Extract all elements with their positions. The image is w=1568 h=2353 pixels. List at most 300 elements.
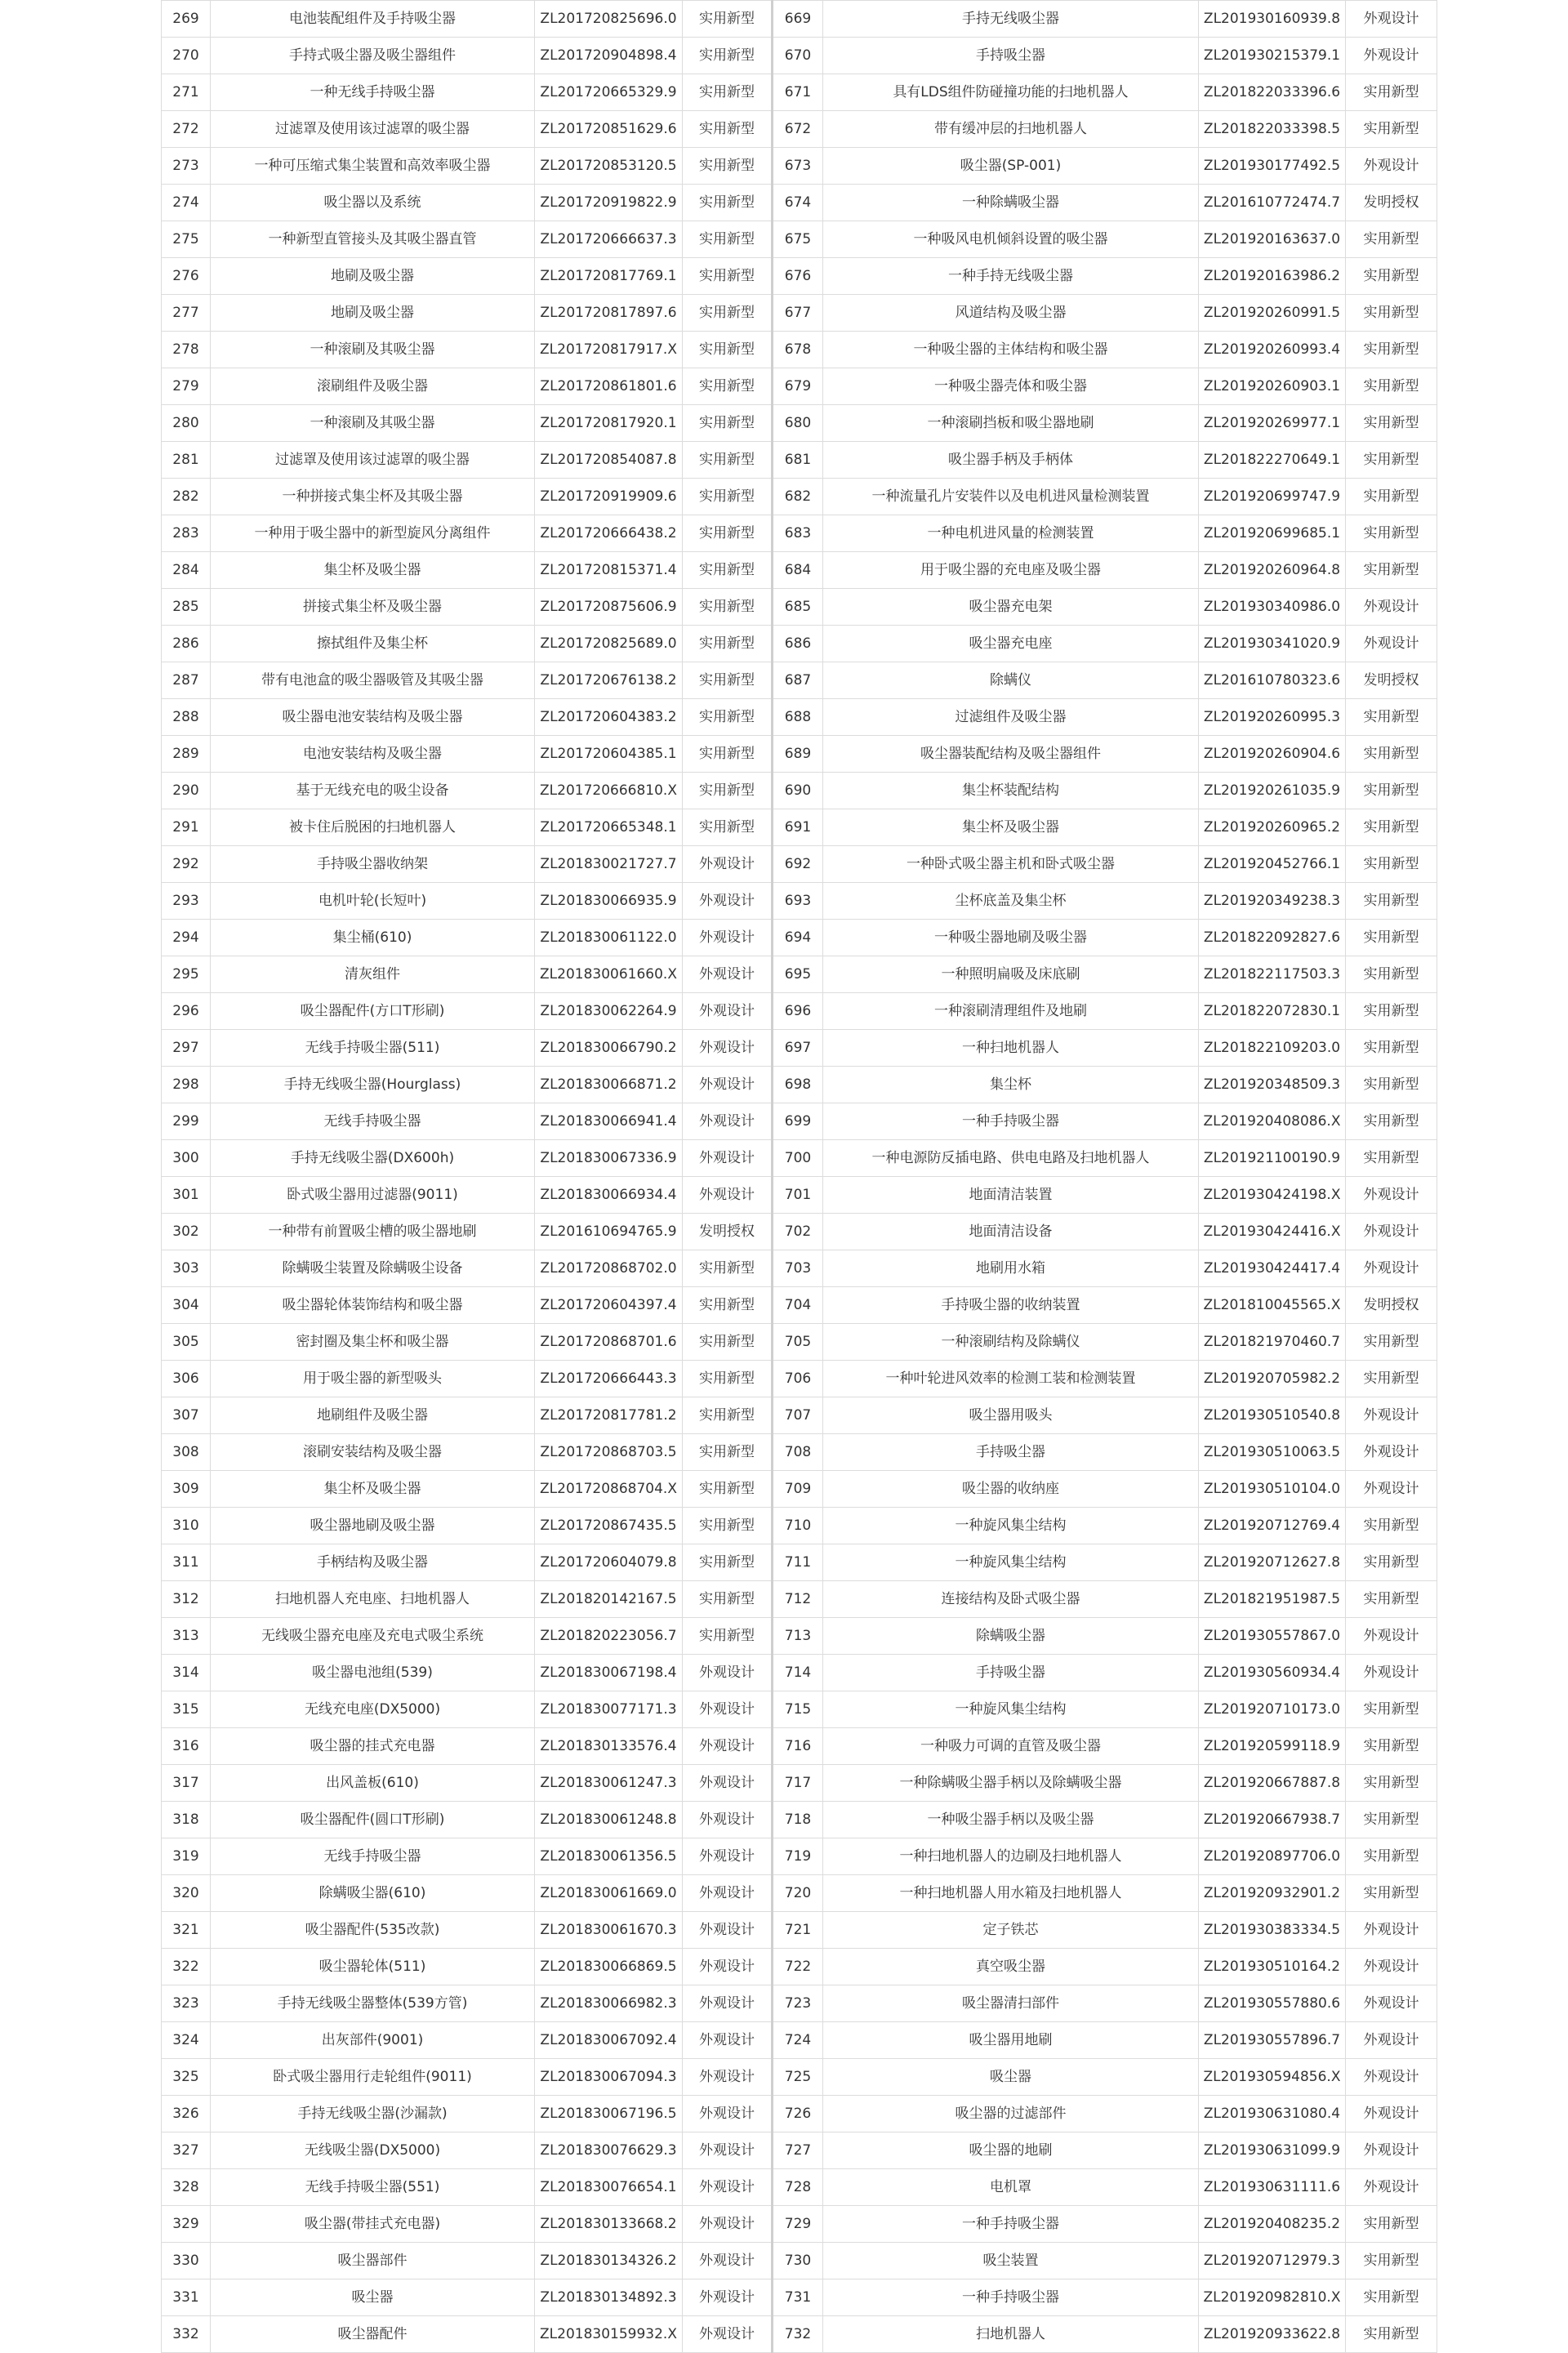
patent-type-cell: 实用新型 <box>1346 1581 1437 1618</box>
patent-name-cell: 出风盖板(610) <box>211 1765 535 1802</box>
patent-name-cell: 一种用于吸尘器中的新型旋风分离组件 <box>211 515 535 552</box>
patent-type-cell: 实用新型 <box>683 1397 773 1434</box>
patent-type-cell: 实用新型 <box>1346 846 1437 883</box>
patent-type-cell: 实用新型 <box>683 405 773 442</box>
row-number-cell: 715 <box>773 1691 823 1728</box>
row-number-cell: 301 <box>162 1177 211 1214</box>
patent-type-cell: 外观设计 <box>683 1103 773 1140</box>
row-number-cell: 320 <box>162 1875 211 1912</box>
patent-type-cell: 实用新型 <box>1346 1361 1437 1397</box>
table-row <box>162 2022 1437 2059</box>
table-row <box>162 662 1437 699</box>
patent-number-cell: ZL201610772474.7 <box>1199 185 1346 221</box>
patent-name-cell: 吸尘器以及系统 <box>211 185 535 221</box>
patent-name-cell: 电机叶轮(长短叶) <box>211 883 535 920</box>
patent-number-cell: ZL201720861801.6 <box>535 368 683 405</box>
patent-type-cell: 实用新型 <box>683 1508 773 1544</box>
patent-type-cell: 外观设计 <box>683 1765 773 1802</box>
patent-number-cell: ZL201720666637.3 <box>535 221 683 258</box>
patent-type-cell: 外观设计 <box>1346 1397 1437 1434</box>
patent-name-cell: 吸尘器的地刷 <box>823 2132 1199 2169</box>
row-number-cell: 727 <box>773 2132 823 2169</box>
row-number-cell: 696 <box>773 993 823 1030</box>
patent-type-cell: 外观设计 <box>1346 1985 1437 2022</box>
patent-number-cell: ZL201822092827.6 <box>1199 920 1346 956</box>
row-number-cell: 728 <box>773 2169 823 2206</box>
patent-type-cell: 外观设计 <box>683 2059 773 2096</box>
patent-name-cell: 吸尘装置 <box>823 2243 1199 2279</box>
patent-type-cell: 外观设计 <box>1346 1434 1437 1471</box>
patent-name-cell: 连接结构及卧式吸尘器 <box>823 1581 1199 1618</box>
patent-type-cell: 外观设计 <box>683 2316 773 2353</box>
patent-name-cell: 手持式吸尘器及吸尘器组件 <box>211 38 535 74</box>
patent-name-cell: 密封圈及集尘杯和吸尘器 <box>211 1324 535 1361</box>
row-number-cell: 315 <box>162 1691 211 1728</box>
patent-name-cell: 清灰组件 <box>211 956 535 993</box>
row-number-cell: 688 <box>773 699 823 736</box>
row-number-cell: 680 <box>773 405 823 442</box>
table-row <box>162 1875 1437 1912</box>
patent-name-cell: 用于吸尘器的新型吸头 <box>211 1361 535 1397</box>
patent-number-cell: ZL201920260991.5 <box>1199 295 1346 332</box>
row-number-cell: 305 <box>162 1324 211 1361</box>
patent-type-cell: 实用新型 <box>1346 1875 1437 1912</box>
patent-number-cell: ZL201720825696.0 <box>535 1 683 38</box>
patent-table <box>161 0 1437 2353</box>
table-row <box>162 1140 1437 1177</box>
patent-number-cell: ZL201830061248.8 <box>535 1802 683 1838</box>
patent-number-cell: ZL201720817920.1 <box>535 405 683 442</box>
patent-number-cell: ZL201920260965.2 <box>1199 809 1346 846</box>
row-number-cell: 287 <box>162 662 211 699</box>
patent-number-cell: ZL201830067094.3 <box>535 2059 683 2096</box>
patent-name-cell: 无线吸尘器(DX5000) <box>211 2132 535 2169</box>
patent-number-cell: ZL201830061122.0 <box>535 920 683 956</box>
patent-type-cell: 外观设计 <box>1346 626 1437 662</box>
row-number-cell: 670 <box>773 38 823 74</box>
row-number-cell: 686 <box>773 626 823 662</box>
patent-type-cell: 外观设计 <box>1346 589 1437 626</box>
patent-type-cell: 外观设计 <box>1346 148 1437 185</box>
patent-type-cell: 实用新型 <box>1346 515 1437 552</box>
row-number-cell: 317 <box>162 1765 211 1802</box>
row-number-cell: 313 <box>162 1618 211 1655</box>
patent-name-cell: 出灰部件(9001) <box>211 2022 535 2059</box>
row-number-cell: 684 <box>773 552 823 589</box>
row-number-cell: 731 <box>773 2279 823 2316</box>
patent-name-cell: 扫地机器人充电座、扫地机器人 <box>211 1581 535 1618</box>
patent-number-cell: ZL201720868703.5 <box>535 1434 683 1471</box>
table-row <box>162 2206 1437 2243</box>
patent-number-cell: ZL201720867435.5 <box>535 1508 683 1544</box>
table-row <box>162 38 1437 74</box>
row-number-cell: 294 <box>162 920 211 956</box>
row-number-cell: 274 <box>162 185 211 221</box>
patent-number-cell: ZL201822270649.1 <box>1199 442 1346 479</box>
patent-number-cell: ZL201930631099.9 <box>1199 2132 1346 2169</box>
patent-name-cell: 一种旋风集尘结构 <box>823 1691 1199 1728</box>
patent-type-cell: 外观设计 <box>683 2096 773 2132</box>
patent-name-cell: 一种扫地机器人用水箱及扫地机器人 <box>823 1875 1199 1912</box>
table-row <box>162 626 1437 662</box>
row-number-cell: 672 <box>773 111 823 148</box>
patent-number-cell: ZL201720817781.2 <box>535 1397 683 1434</box>
patent-name-cell: 无线手持吸尘器(551) <box>211 2169 535 2206</box>
patent-type-cell: 实用新型 <box>683 368 773 405</box>
patent-name-cell: 手持无线吸尘器(Hourglass) <box>211 1067 535 1103</box>
patent-number-cell: ZL201720817769.1 <box>535 258 683 295</box>
patent-name-cell: 无线手持吸尘器 <box>211 1838 535 1875</box>
patent-name-cell: 手持无线吸尘器(DX600h) <box>211 1140 535 1177</box>
row-number-cell: 724 <box>773 2022 823 2059</box>
patent-number-cell: ZL201920260904.6 <box>1199 736 1346 773</box>
patent-number-cell: ZL201720854087.8 <box>535 442 683 479</box>
patent-name-cell: 一种吸尘器的主体结构和吸尘器 <box>823 332 1199 368</box>
patent-number-cell: ZL201920699747.9 <box>1199 479 1346 515</box>
table-row <box>162 699 1437 736</box>
patent-number-cell: ZL201921100190.9 <box>1199 1140 1346 1177</box>
patent-name-cell: 手持无线吸尘器整体(539方管) <box>211 1985 535 2022</box>
table-row <box>162 773 1437 809</box>
patent-number-cell: ZL201830062264.9 <box>535 993 683 1030</box>
patent-number-cell: ZL201720817897.6 <box>535 295 683 332</box>
patent-number-cell: ZL201820142167.5 <box>535 1581 683 1618</box>
patent-type-cell: 外观设计 <box>683 1177 773 1214</box>
row-number-cell: 711 <box>773 1544 823 1581</box>
table-row <box>162 1361 1437 1397</box>
row-number-cell: 309 <box>162 1471 211 1508</box>
table-row <box>162 2169 1437 2206</box>
patent-type-cell: 实用新型 <box>683 736 773 773</box>
row-number-cell: 279 <box>162 368 211 405</box>
table-row <box>162 221 1437 258</box>
patent-number-cell: ZL201720868704.X <box>535 1471 683 1508</box>
patent-type-cell: 实用新型 <box>1346 1838 1437 1875</box>
patent-name-cell: 吸尘器的过滤部件 <box>823 2096 1199 2132</box>
patent-name-cell: 手持吸尘器的收纳装置 <box>823 1287 1199 1324</box>
patent-number-cell: ZL201920932901.2 <box>1199 1875 1346 1912</box>
patent-name-cell: 一种除螨吸尘器 <box>823 185 1199 221</box>
patent-type-cell: 外观设计 <box>1346 1 1437 38</box>
patent-type-cell: 外观设计 <box>683 1655 773 1691</box>
patent-number-cell: ZL201720875606.9 <box>535 589 683 626</box>
row-number-cell: 330 <box>162 2243 211 2279</box>
row-number-cell: 725 <box>773 2059 823 2096</box>
patent-number-cell: ZL201930424416.X <box>1199 1214 1346 1250</box>
patent-type-cell: 实用新型 <box>683 773 773 809</box>
table-row <box>162 1324 1437 1361</box>
row-number-cell: 719 <box>773 1838 823 1875</box>
patent-number-cell: ZL201720604079.8 <box>535 1544 683 1581</box>
patent-type-cell: 实用新型 <box>1346 442 1437 479</box>
patent-name-cell: 一种除螨吸尘器手柄以及除螨吸尘器 <box>823 1765 1199 1802</box>
patent-number-cell: ZL201920408086.X <box>1199 1103 1346 1140</box>
patent-type-cell: 发明授权 <box>1346 662 1437 699</box>
patent-type-cell: 外观设计 <box>683 993 773 1030</box>
row-number-cell: 329 <box>162 2206 211 2243</box>
row-number-cell: 316 <box>162 1728 211 1765</box>
row-number-cell: 312 <box>162 1581 211 1618</box>
table-row <box>162 1728 1437 1765</box>
patent-number-cell: ZL201930594856.X <box>1199 2059 1346 2096</box>
patent-number-cell: ZL201820223056.7 <box>535 1618 683 1655</box>
patent-number-cell: ZL201920705982.2 <box>1199 1361 1346 1397</box>
row-number-cell: 723 <box>773 1985 823 2022</box>
patent-number-cell: ZL201720604397.4 <box>535 1287 683 1324</box>
row-number-cell: 293 <box>162 883 211 920</box>
row-number-cell: 716 <box>773 1728 823 1765</box>
row-number-cell: 321 <box>162 1912 211 1949</box>
row-number-cell: 302 <box>162 1214 211 1250</box>
patent-number-cell: ZL201920712979.3 <box>1199 2243 1346 2279</box>
table-row <box>162 1 1437 38</box>
patent-name-cell: 一种滚刷结构及除螨仪 <box>823 1324 1199 1361</box>
patent-type-cell: 实用新型 <box>683 1618 773 1655</box>
patent-type-cell: 实用新型 <box>1346 1030 1437 1067</box>
row-number-cell: 306 <box>162 1361 211 1397</box>
table-row <box>162 442 1437 479</box>
row-number-cell: 332 <box>162 2316 211 2353</box>
patent-type-cell: 外观设计 <box>1346 1912 1437 1949</box>
row-number-cell: 273 <box>162 148 211 185</box>
row-number-cell: 705 <box>773 1324 823 1361</box>
patent-number-cell: ZL201830159932.X <box>535 2316 683 2353</box>
patent-type-cell: 实用新型 <box>683 515 773 552</box>
patent-name-cell: 拼接式集尘杯及吸尘器 <box>211 589 535 626</box>
patent-number-cell: ZL201822117503.3 <box>1199 956 1346 993</box>
row-number-cell: 297 <box>162 1030 211 1067</box>
patent-type-cell: 实用新型 <box>683 699 773 736</box>
patent-name-cell: 一种新型直管接头及其吸尘器直管 <box>211 221 535 258</box>
patent-type-cell: 实用新型 <box>683 332 773 368</box>
table-row <box>162 1691 1437 1728</box>
patent-type-cell: 外观设计 <box>683 1728 773 1765</box>
patent-number-cell: ZL201720604383.2 <box>535 699 683 736</box>
patent-name-cell: 集尘杯装配结构 <box>823 773 1199 809</box>
patent-type-cell: 外观设计 <box>1346 2022 1437 2059</box>
patent-number-cell: ZL201720868701.6 <box>535 1324 683 1361</box>
row-number-cell: 730 <box>773 2243 823 2279</box>
row-number-cell: 275 <box>162 221 211 258</box>
patent-number-cell: ZL201930557867.0 <box>1199 1618 1346 1655</box>
patent-type-cell: 外观设计 <box>683 2279 773 2316</box>
patent-name-cell: 吸尘器电池组(539) <box>211 1655 535 1691</box>
patent-type-cell: 实用新型 <box>1346 2243 1437 2279</box>
patent-name-cell: 过滤罩及使用该过滤罩的吸尘器 <box>211 111 535 148</box>
row-number-cell: 289 <box>162 736 211 773</box>
patent-type-cell: 发明授权 <box>1346 185 1437 221</box>
patent-type-cell: 外观设计 <box>683 1875 773 1912</box>
patent-type-cell: 实用新型 <box>683 1544 773 1581</box>
patent-type-cell: 实用新型 <box>683 258 773 295</box>
patent-number-cell: ZL201830066982.3 <box>535 1985 683 2022</box>
patent-number-cell: ZL201930557880.6 <box>1199 1985 1346 2022</box>
row-number-cell: 325 <box>162 2059 211 2096</box>
patent-name-cell: 一种扫地机器人 <box>823 1030 1199 1067</box>
patent-name-cell: 集尘杯及吸尘器 <box>211 1471 535 1508</box>
patent-type-cell: 外观设计 <box>683 883 773 920</box>
row-number-cell: 726 <box>773 2096 823 2132</box>
patent-name-cell: 一种电源防反插电路、供电电路及扫地机器人 <box>823 1140 1199 1177</box>
patent-type-cell: 外观设计 <box>683 1067 773 1103</box>
patent-type-cell: 实用新型 <box>683 1434 773 1471</box>
table-row <box>162 2059 1437 2096</box>
patent-type-cell: 实用新型 <box>1346 552 1437 589</box>
table-row <box>162 479 1437 515</box>
patent-name-cell: 地面清洁设备 <box>823 1214 1199 1250</box>
patent-type-cell: 实用新型 <box>1346 1140 1437 1177</box>
patent-type-cell: 实用新型 <box>683 1287 773 1324</box>
table-row <box>162 1434 1437 1471</box>
patent-type-cell: 实用新型 <box>1346 920 1437 956</box>
table-row <box>162 846 1437 883</box>
patent-name-cell: 除螨吸尘器(610) <box>211 1875 535 1912</box>
row-number-cell: 712 <box>773 1581 823 1618</box>
patent-number-cell: ZL201830061356.5 <box>535 1838 683 1875</box>
row-number-cell: 704 <box>773 1287 823 1324</box>
table-row <box>162 2243 1437 2279</box>
row-number-cell: 314 <box>162 1655 211 1691</box>
patent-name-cell: 集尘杯 <box>823 1067 1199 1103</box>
row-number-cell: 327 <box>162 2132 211 2169</box>
patent-number-cell: ZL201830066790.2 <box>535 1030 683 1067</box>
row-number-cell: 677 <box>773 295 823 332</box>
patent-number-cell: ZL201821970460.7 <box>1199 1324 1346 1361</box>
patent-number-cell: ZL201920599118.9 <box>1199 1728 1346 1765</box>
patent-number-cell: ZL201920260993.4 <box>1199 332 1346 368</box>
patent-type-cell: 外观设计 <box>683 1691 773 1728</box>
patent-type-cell: 实用新型 <box>1346 479 1437 515</box>
patent-number-cell: ZL201930510104.0 <box>1199 1471 1346 1508</box>
patent-number-cell: ZL201810045565.X <box>1199 1287 1346 1324</box>
patent-name-cell: 卧式吸尘器用过滤器(9011) <box>211 1177 535 1214</box>
table-row <box>162 2279 1437 2316</box>
patent-type-cell: 外观设计 <box>683 846 773 883</box>
patent-type-cell: 实用新型 <box>1346 699 1437 736</box>
patent-number-cell: ZL201930510063.5 <box>1199 1434 1346 1471</box>
patent-number-cell: ZL201920897706.0 <box>1199 1838 1346 1875</box>
patent-name-cell: 一种手持吸尘器 <box>823 1103 1199 1140</box>
patent-number-cell: ZL201830066934.4 <box>535 1177 683 1214</box>
row-number-cell: 692 <box>773 846 823 883</box>
patent-name-cell: 过滤组件及吸尘器 <box>823 699 1199 736</box>
patent-type-cell: 外观设计 <box>1346 1471 1437 1508</box>
patent-number-cell: ZL201930510540.8 <box>1199 1397 1346 1434</box>
patent-number-cell: ZL201610694765.9 <box>535 1214 683 1250</box>
patent-name-cell: 一种叶轮进风效率的检测工装和检测装置 <box>823 1361 1199 1397</box>
row-number-cell: 276 <box>162 258 211 295</box>
patent-name-cell: 吸尘器 <box>211 2279 535 2316</box>
patent-type-cell: 实用新型 <box>683 1324 773 1361</box>
patent-number-cell: ZL201830061660.X <box>535 956 683 993</box>
patent-number-cell: ZL201930177492.5 <box>1199 148 1346 185</box>
patent-number-cell: ZL201920667887.8 <box>1199 1765 1346 1802</box>
patent-number-cell: ZL201830067196.5 <box>535 2096 683 2132</box>
patent-number-cell: ZL201720676138.2 <box>535 662 683 699</box>
patent-name-cell: 带有电池盒的吸尘器吸管及其吸尘器 <box>211 662 535 699</box>
patent-name-cell: 吸尘器的收纳座 <box>823 1471 1199 1508</box>
patent-name-cell: 一种旋风集尘结构 <box>823 1544 1199 1581</box>
row-number-cell: 319 <box>162 1838 211 1875</box>
row-number-cell: 703 <box>773 1250 823 1287</box>
patent-number-cell: ZL201930160939.8 <box>1199 1 1346 38</box>
table-row <box>162 74 1437 111</box>
patent-type-cell: 外观设计 <box>683 2132 773 2169</box>
patent-name-cell: 吸尘器部件 <box>211 2243 535 2279</box>
patent-type-cell: 实用新型 <box>1346 332 1437 368</box>
table-row <box>162 1838 1437 1875</box>
patent-number-cell: ZL201610780323.6 <box>1199 662 1346 699</box>
table-row <box>162 993 1437 1030</box>
row-number-cell: 295 <box>162 956 211 993</box>
table-row <box>162 2132 1437 2169</box>
patent-name-cell: 地刷及吸尘器 <box>211 295 535 332</box>
patent-type-cell: 外观设计 <box>683 2022 773 2059</box>
patent-name-cell: 过滤罩及使用该过滤罩的吸尘器 <box>211 442 535 479</box>
patent-type-cell: 实用新型 <box>1346 1324 1437 1361</box>
row-number-cell: 291 <box>162 809 211 846</box>
patent-number-cell: ZL201830134892.3 <box>535 2279 683 2316</box>
patent-number-cell: ZL201720825689.0 <box>535 626 683 662</box>
patent-type-cell: 实用新型 <box>683 74 773 111</box>
patent-name-cell: 吸尘器电池安装结构及吸尘器 <box>211 699 535 736</box>
patent-type-cell: 实用新型 <box>1346 809 1437 846</box>
patent-name-cell: 吸尘器用地刷 <box>823 2022 1199 2059</box>
patent-name-cell: 无线吸尘器充电座及充电式吸尘系统 <box>211 1618 535 1655</box>
patent-name-cell: 一种扫地机器人的边刷及扫地机器人 <box>823 1838 1199 1875</box>
patent-number-cell: ZL201930631111.6 <box>1199 2169 1346 2206</box>
patent-type-cell: 实用新型 <box>683 111 773 148</box>
patent-number-cell: ZL201720904898.4 <box>535 38 683 74</box>
patent-number-cell: ZL201920933622.8 <box>1199 2316 1346 2353</box>
patent-type-cell: 实用新型 <box>683 1361 773 1397</box>
row-number-cell: 292 <box>162 846 211 883</box>
patent-number-cell: ZL201920408235.2 <box>1199 2206 1346 2243</box>
patent-name-cell: 定子铁芯 <box>823 1912 1199 1949</box>
patent-number-cell: ZL201930510164.2 <box>1199 1949 1346 1985</box>
patent-type-cell: 外观设计 <box>683 1030 773 1067</box>
row-number-cell: 308 <box>162 1434 211 1471</box>
patent-name-cell: 手持吸尘器收纳架 <box>211 846 535 883</box>
row-number-cell: 272 <box>162 111 211 148</box>
patent-number-cell: ZL201920982810.X <box>1199 2279 1346 2316</box>
row-number-cell: 270 <box>162 38 211 74</box>
row-number-cell: 318 <box>162 1802 211 1838</box>
patent-name-cell: 一种拼接式集尘杯及其吸尘器 <box>211 479 535 515</box>
patent-type-cell: 外观设计 <box>1346 1214 1437 1250</box>
patent-name-cell: 吸尘器配件(方口T形刷) <box>211 993 535 1030</box>
patent-type-cell: 外观设计 <box>683 2169 773 2206</box>
table-row <box>162 185 1437 221</box>
patent-type-cell: 实用新型 <box>1346 1691 1437 1728</box>
patent-type-cell: 实用新型 <box>683 295 773 332</box>
patent-number-cell: ZL201830066941.4 <box>535 1103 683 1140</box>
patent-number-cell: ZL201720666443.3 <box>535 1361 683 1397</box>
table-row <box>162 1765 1437 1802</box>
patent-number-cell: ZL201830067198.4 <box>535 1655 683 1691</box>
patent-number-cell: ZL201930560934.4 <box>1199 1655 1346 1691</box>
patent-type-cell: 实用新型 <box>1346 1544 1437 1581</box>
patent-number-cell: ZL201720919909.6 <box>535 479 683 515</box>
patent-name-cell: 一种可压缩式集尘装置和高效率吸尘器 <box>211 148 535 185</box>
row-number-cell: 331 <box>162 2279 211 2316</box>
patent-name-cell: 除螨仪 <box>823 662 1199 699</box>
patent-number-cell: ZL201830021727.7 <box>535 846 683 883</box>
patent-name-cell: 无线手持吸尘器 <box>211 1103 535 1140</box>
row-number-cell: 713 <box>773 1618 823 1655</box>
patent-name-cell: 一种带有前置吸尘槽的吸尘器地刷 <box>211 1214 535 1250</box>
row-number-cell: 701 <box>773 1177 823 1214</box>
